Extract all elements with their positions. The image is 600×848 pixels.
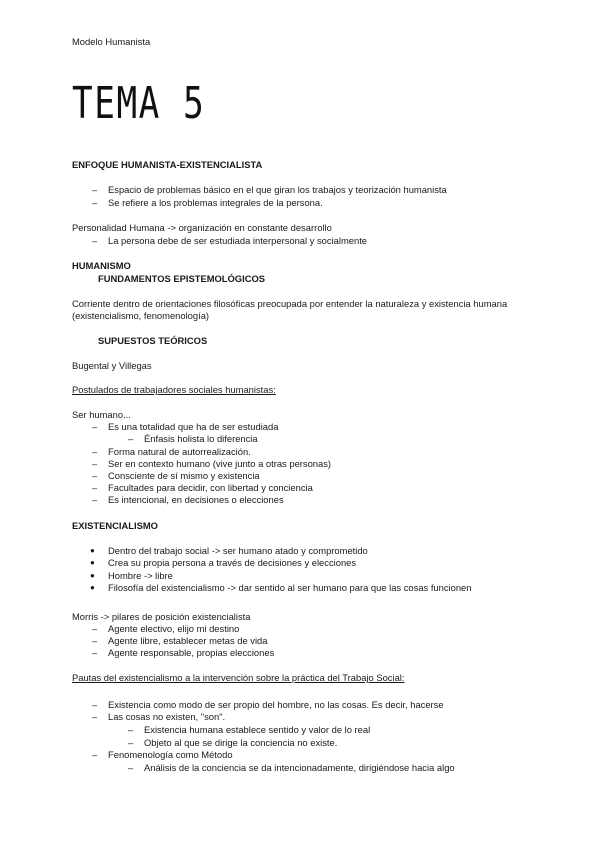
- bullet-marker: ●: [90, 546, 95, 555]
- dash-marker: –: [92, 197, 98, 208]
- list-item: Facultades para decidir, con libertad y conciencia: [108, 482, 313, 493]
- dash-marker: –: [128, 724, 134, 735]
- list-item: Existencia humana establece sentido y valor de lo real: [144, 724, 371, 735]
- dash-marker: –: [92, 711, 98, 722]
- list-item: Fenomenología como Método: [108, 749, 233, 760]
- section-heading-humanismo: HUMANISMO: [72, 260, 131, 271]
- section-heading-existencialismo: EXISTENCIALISMO: [72, 520, 158, 531]
- list-item: Forma natural de autorrealización.: [108, 446, 251, 457]
- section-heading-enfoque: ENFOQUE HUMANISTA-EXISTENCIALISTA: [72, 159, 263, 170]
- list-item: Es una totalidad que ha de ser estudiada: [108, 421, 279, 432]
- bullet-item: Dentro del trabajo social -> ser humano atado y comprometido: [108, 545, 368, 556]
- dash-marker: –: [92, 635, 98, 646]
- dash-marker: –: [92, 699, 98, 710]
- dash-marker: –: [92, 494, 98, 505]
- text-line: Morris -> pilares de posición existencialista: [72, 611, 251, 622]
- paragraph-line: Corriente dentro de orientaciones filosóficas preocupada por entender la naturaleza y existencia humana: [72, 298, 508, 309]
- dash-marker: –: [92, 421, 98, 432]
- text-line: Personalidad Humana -> organización en constante desarrollo: [72, 222, 332, 233]
- bullet-item: Hombre -> libre: [108, 570, 173, 581]
- underlined-heading: Postulados de trabajadores sociales humanistas:: [72, 384, 276, 395]
- bullet-marker: ●: [90, 583, 95, 592]
- list-item: Existencia como modo de ser propio del hombre, no las cosas. Es decir, hacerse: [108, 699, 444, 710]
- list-item: Análisis de la conciencia se da intencionadamente, dirigiéndose hacia algo: [144, 762, 455, 773]
- list-item: Énfasis holista lo diferencia: [144, 433, 258, 444]
- dash-marker: –: [128, 737, 134, 748]
- text-line: Bugental y Villegas: [72, 360, 152, 371]
- dash-marker: –: [92, 623, 98, 634]
- dash-marker: –: [92, 184, 98, 195]
- list-item: Las cosas no existen, "son".: [108, 711, 226, 722]
- bullet-marker: ●: [90, 558, 95, 567]
- list-item: Se refiere a los problemas integrales de la persona.: [108, 197, 323, 208]
- dash-marker: –: [92, 470, 98, 481]
- text-line: Ser humano...: [72, 409, 131, 420]
- list-item: La persona debe de ser estudiada interpersonal y socialmente: [108, 235, 368, 246]
- dash-marker: –: [92, 647, 98, 658]
- bullet-marker: ●: [90, 571, 95, 580]
- dash-marker: –: [92, 482, 98, 493]
- dash-marker: –: [92, 458, 98, 469]
- bullet-item: Filosofía del existencialismo -> dar sentido al ser humano para que las cosas funcionen: [108, 582, 472, 593]
- list-item: Agente libre, establecer metas de vida: [108, 635, 268, 646]
- page-header: Modelo Humanista: [72, 36, 151, 47]
- list-item: Consciente de sí mismo y existencia: [108, 470, 260, 481]
- list-item: Agente electivo, elijo mi destino: [108, 623, 240, 634]
- dash-marker: –: [92, 749, 98, 760]
- underlined-heading: Pautas del existencialismo a la intervención sobre la práctica del Trabajo Social:: [72, 672, 405, 683]
- bullet-item: Crea su propia persona a través de decisiones y elecciones: [108, 557, 357, 568]
- list-item: Objeto al que se dirige la conciencia no existe.: [144, 737, 338, 748]
- dash-marker: –: [92, 446, 98, 457]
- page-title: TEMA 5: [72, 78, 206, 129]
- paragraph-line: (existencialismo, fenomenología): [72, 310, 210, 321]
- subheading-fundamentos: FUNDAMENTOS EPISTEMOLÓGICOS: [98, 273, 266, 284]
- dash-marker: –: [128, 433, 134, 444]
- dash-marker: –: [128, 762, 134, 773]
- dash-marker: –: [92, 235, 98, 246]
- subheading-supuestos: SUPUESTOS TEÓRICOS: [98, 335, 208, 346]
- list-item: Agente responsable, propias elecciones: [108, 647, 275, 658]
- list-item: Es intencional, en decisiones o elecciones: [108, 494, 284, 505]
- list-item: Ser en contexto humano (vive junto a otras personas): [108, 458, 332, 469]
- list-item: Espacio de problemas básico en el que giran los trabajos y teorización humanista: [108, 184, 447, 195]
